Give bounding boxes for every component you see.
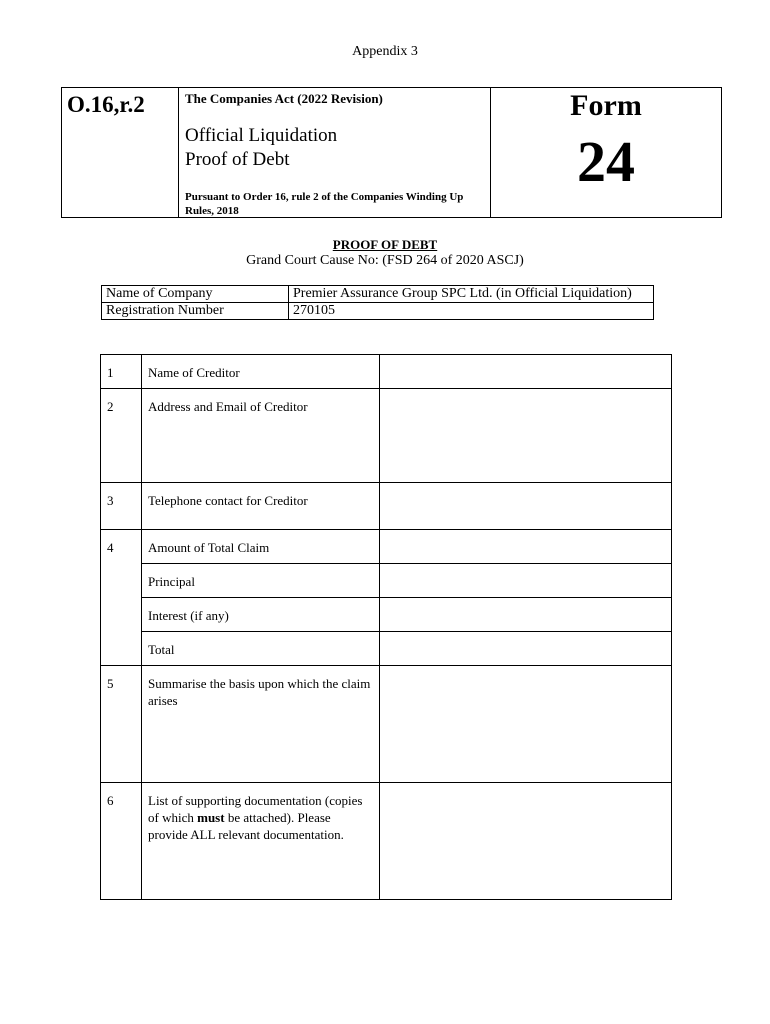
principal-field[interactable] bbox=[380, 564, 672, 598]
company-name-label: Name of Company bbox=[102, 286, 289, 303]
claim-row-basis bbox=[101, 666, 672, 783]
pursuant-note: Pursuant to Order 16, rule 2 of the Companies Winding Up Rules, 2018 bbox=[185, 191, 464, 217]
form-header bbox=[61, 87, 722, 218]
claim-row-interest bbox=[101, 598, 672, 632]
registration-label: Registration Number bbox=[102, 303, 289, 320]
company-name-row bbox=[102, 286, 654, 303]
appendix-label: Appendix 3 bbox=[352, 44, 418, 59]
documentation-label bbox=[142, 783, 380, 900]
documentation-label-emphasis: must bbox=[197, 810, 225, 825]
form-title-line1: Official Liquidation bbox=[185, 125, 338, 146]
rule-cell bbox=[62, 88, 179, 217]
claim-basis-field[interactable] bbox=[380, 666, 672, 783]
company-table bbox=[101, 285, 654, 320]
interest-field[interactable] bbox=[380, 598, 672, 632]
rule-reference: O.16,r.2 bbox=[67, 92, 145, 117]
telephone-label: Telephone contact for Creditor bbox=[142, 483, 380, 530]
claim-row-address bbox=[101, 389, 672, 483]
address-email-field[interactable] bbox=[380, 389, 672, 483]
cause-number: Grand Court Cause No: (FSD 264 of 2020 ASCJ) bbox=[246, 253, 524, 268]
address-email-label: Address and Email of Creditor bbox=[142, 389, 380, 483]
claim-row-documentation bbox=[101, 783, 672, 900]
creditor-name-label: Name of Creditor bbox=[142, 355, 380, 389]
form-title-line2: Proof of Debt bbox=[185, 149, 290, 170]
form-label: Form bbox=[570, 89, 642, 122]
claim-table bbox=[100, 354, 672, 900]
row-number: 5 bbox=[101, 666, 142, 783]
claim-row-total bbox=[101, 632, 672, 666]
total-field[interactable] bbox=[380, 632, 672, 666]
claim-row-total-claim bbox=[101, 530, 672, 564]
total-label: Total bbox=[142, 632, 380, 666]
claim-row-creditor-name bbox=[101, 355, 672, 389]
row-number: 6 bbox=[101, 783, 142, 900]
documentation-field[interactable] bbox=[380, 783, 672, 900]
claim-basis-label: Summarise the basis upon which the claim arises bbox=[142, 666, 380, 783]
claim-row-principal bbox=[101, 564, 672, 598]
act-title: The Companies Act (2022 Revision) bbox=[185, 91, 383, 106]
documentation-label-post: be attached). Please provide ALL relevant documentation. bbox=[148, 810, 344, 842]
telephone-field[interactable] bbox=[380, 483, 672, 530]
row-number: 4 bbox=[101, 530, 142, 666]
documentation-label-pre: List of supporting documentation (copies of which bbox=[148, 793, 363, 825]
form-number: 24 bbox=[577, 129, 635, 194]
registration-row bbox=[102, 303, 654, 320]
principal-label: Principal bbox=[142, 564, 380, 598]
company-name-value: Premier Assurance Group SPC Ltd. (in Official Liquidation) bbox=[289, 286, 654, 303]
registration-value: 270105 bbox=[289, 303, 654, 320]
form-number-cell bbox=[491, 88, 721, 217]
claim-row-telephone bbox=[101, 483, 672, 530]
total-claim-label: Amount of Total Claim bbox=[142, 530, 380, 564]
section-title: PROOF OF DEBT bbox=[332, 237, 438, 252]
row-number: 3 bbox=[101, 483, 142, 530]
row-number: 1 bbox=[101, 355, 142, 389]
creditor-name-field[interactable] bbox=[380, 355, 672, 389]
total-claim-field[interactable] bbox=[380, 530, 672, 564]
title-cell bbox=[179, 88, 491, 217]
row-number: 2 bbox=[101, 389, 142, 483]
interest-label: Interest (if any) bbox=[142, 598, 380, 632]
